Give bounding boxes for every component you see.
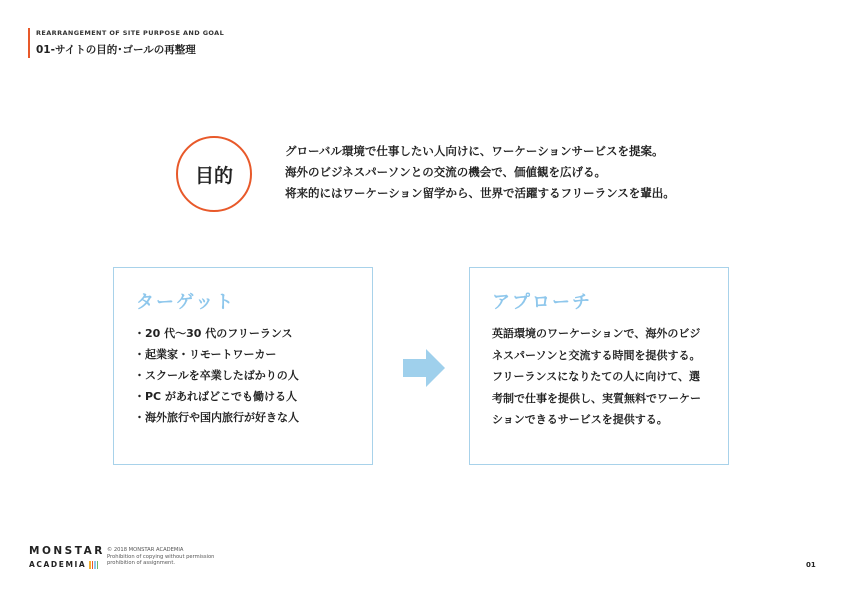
approach-heading: アプローチ xyxy=(492,292,592,313)
target-list xyxy=(134,323,299,428)
section-title: 01-サイトの目的･ゴールの再整理 xyxy=(36,44,196,56)
copyright-notice xyxy=(107,547,214,567)
section-header xyxy=(28,28,224,58)
purpose-text xyxy=(285,141,675,204)
purpose-line: グローバル環境で仕事したい人向けに、ワーケーションサービスを提案。 xyxy=(285,144,664,158)
purpose-label: 目的 xyxy=(194,164,233,187)
logo-wordmark-bottom: ACADEMIA xyxy=(29,560,87,569)
page-number: 01 xyxy=(806,561,816,569)
copyright-text: © 2018 MONSTAR ACADEMIA xyxy=(107,547,184,553)
target-heading: ターゲット xyxy=(136,292,236,313)
copy-notice-line: Prohibition of copying without permission xyxy=(107,553,215,560)
logo-wordmark-top: MONSTAR xyxy=(29,545,105,557)
logo-wordmark-bottom-row xyxy=(29,560,105,570)
arrow-right-icon xyxy=(403,349,447,387)
logo-stripes-icon xyxy=(89,561,98,569)
purpose-line: 将来的にはワーケーション留学から、世界で活躍するフリーランスを輩出。 xyxy=(285,186,675,200)
purpose-circle xyxy=(176,136,252,212)
list-item: ・20 代〜30 代のフリーランス xyxy=(134,327,293,340)
list-item: ・PC があればどこでも働ける人 xyxy=(134,390,297,403)
purpose-line: 海外のビジネスパーソンとの交流の機会で、価値観を広げる。 xyxy=(285,165,606,179)
section-subtitle: REARRANGEMENT OF SITE PURPOSE AND GOAL xyxy=(36,29,225,37)
copy-notice-line: prohibition of assignment. xyxy=(107,560,176,566)
target-box xyxy=(113,267,373,465)
list-item: ・スクールを卒業したばかりの人 xyxy=(134,369,299,382)
approach-box xyxy=(469,267,729,465)
footer-logo xyxy=(29,545,105,570)
list-item: ・海外旅行や国内旅行が好きな人 xyxy=(134,411,299,424)
list-item: ・起業家・リモートワーカー xyxy=(134,348,277,361)
approach-text: 英語環境のワーケーションで、海外のビジネスパーソンと交流する時間を提供する。フリーランスになりたての人に向けて、選考制で仕事を提供し、実質無料でワーケーションできるサービスを提供する。 xyxy=(492,327,701,426)
